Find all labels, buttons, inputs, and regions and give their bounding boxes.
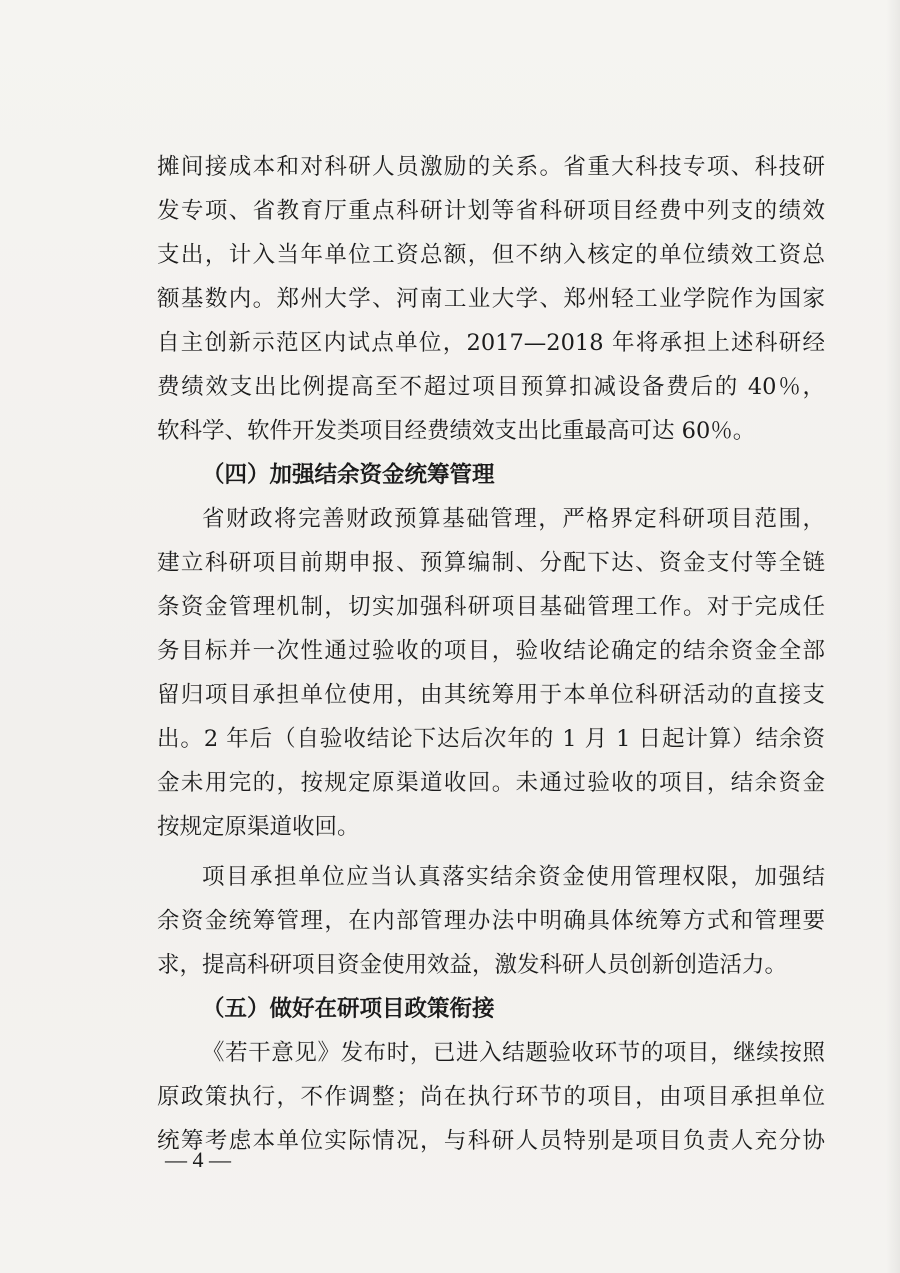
paragraph-line: 省财政将完善财政预算基础管理，严格界定科研项目范围， [202, 506, 825, 532]
paragraph-line: 务目标并一次性通过验收的项目，验收结论确定的结余资金全部 [157, 638, 825, 664]
page-number: — 4 — [165, 1147, 231, 1172]
paragraph-line: 额基数内。郑州大学、河南工业大学、郑州轻工业学院作为国家 [157, 286, 825, 312]
paragraph-line: 费绩效支出比例提高至不超过项目预算扣减设备费后的 40％， [157, 374, 825, 400]
paragraph-line: 求，提高科研项目资金使用效益，激发科研人员创新创造活力。 [157, 952, 788, 978]
paragraph-line: 金未用完的，按规定原渠道收回。未通过验收的项目，结余资金 [157, 770, 825, 796]
paragraph-line: 发专项、省教育厅重点科研计划等省科研项目经费中列支的绩效 [157, 198, 825, 224]
section-heading-four: （四）加强结余资金统筹管理 [202, 462, 495, 488]
paragraph-line: 出。2 年后（自验收结论下达后次年的 1 月 1 日起计算）结余资 [157, 726, 825, 752]
paragraph-line: 软科学、软件开发类项目经费绩效支出比重最高可达 60％。 [157, 418, 756, 444]
paragraph-line: 建立科研项目前期申报、预算编制、分配下达、资金支付等全链 [157, 550, 825, 576]
body-text [157, 145, 825, 1163]
paragraph-line: 《若干意见》发布时，已进入结题验收环节的项目，继续按照 [202, 1040, 825, 1066]
paragraph-line: 统筹考虑本单位实际情况，与科研人员特别是项目负责人充分协 [157, 1128, 825, 1154]
paragraph-line: 留归项目承担单位使用，由其统筹用于本单位科研活动的直接支 [157, 682, 825, 708]
paragraph-line: 按规定原渠道收回。 [157, 814, 360, 840]
paragraph-line: 项目承担单位应当认真落实结余资金使用管理权限，加强结 [202, 864, 825, 890]
paragraph-line: 自主创新示范区内试点单位，2017—2018 年将承担上述科研经 [157, 330, 825, 356]
page-edge-shadow [886, 0, 900, 1273]
paragraph-line: 支出，计入当年单位工资总额，但不纳入核定的单位绩效工资总 [157, 242, 825, 268]
paragraph-line: 原政策执行，不作调整；尚在执行环节的项目，由项目承担单位 [157, 1084, 825, 1110]
paragraph-line: 摊间接成本和对科研人员激励的关系。省重大科技专项、科技研 [157, 154, 825, 180]
paragraph-line: 余资金统筹管理，在内部管理办法中明确具体统筹方式和管理要 [157, 908, 825, 934]
section-heading-five: （五）做好在研项目政策衔接 [202, 996, 495, 1022]
paragraph-line: 条资金管理机制，切实加强科研项目基础管理工作。对于完成任 [157, 594, 825, 620]
